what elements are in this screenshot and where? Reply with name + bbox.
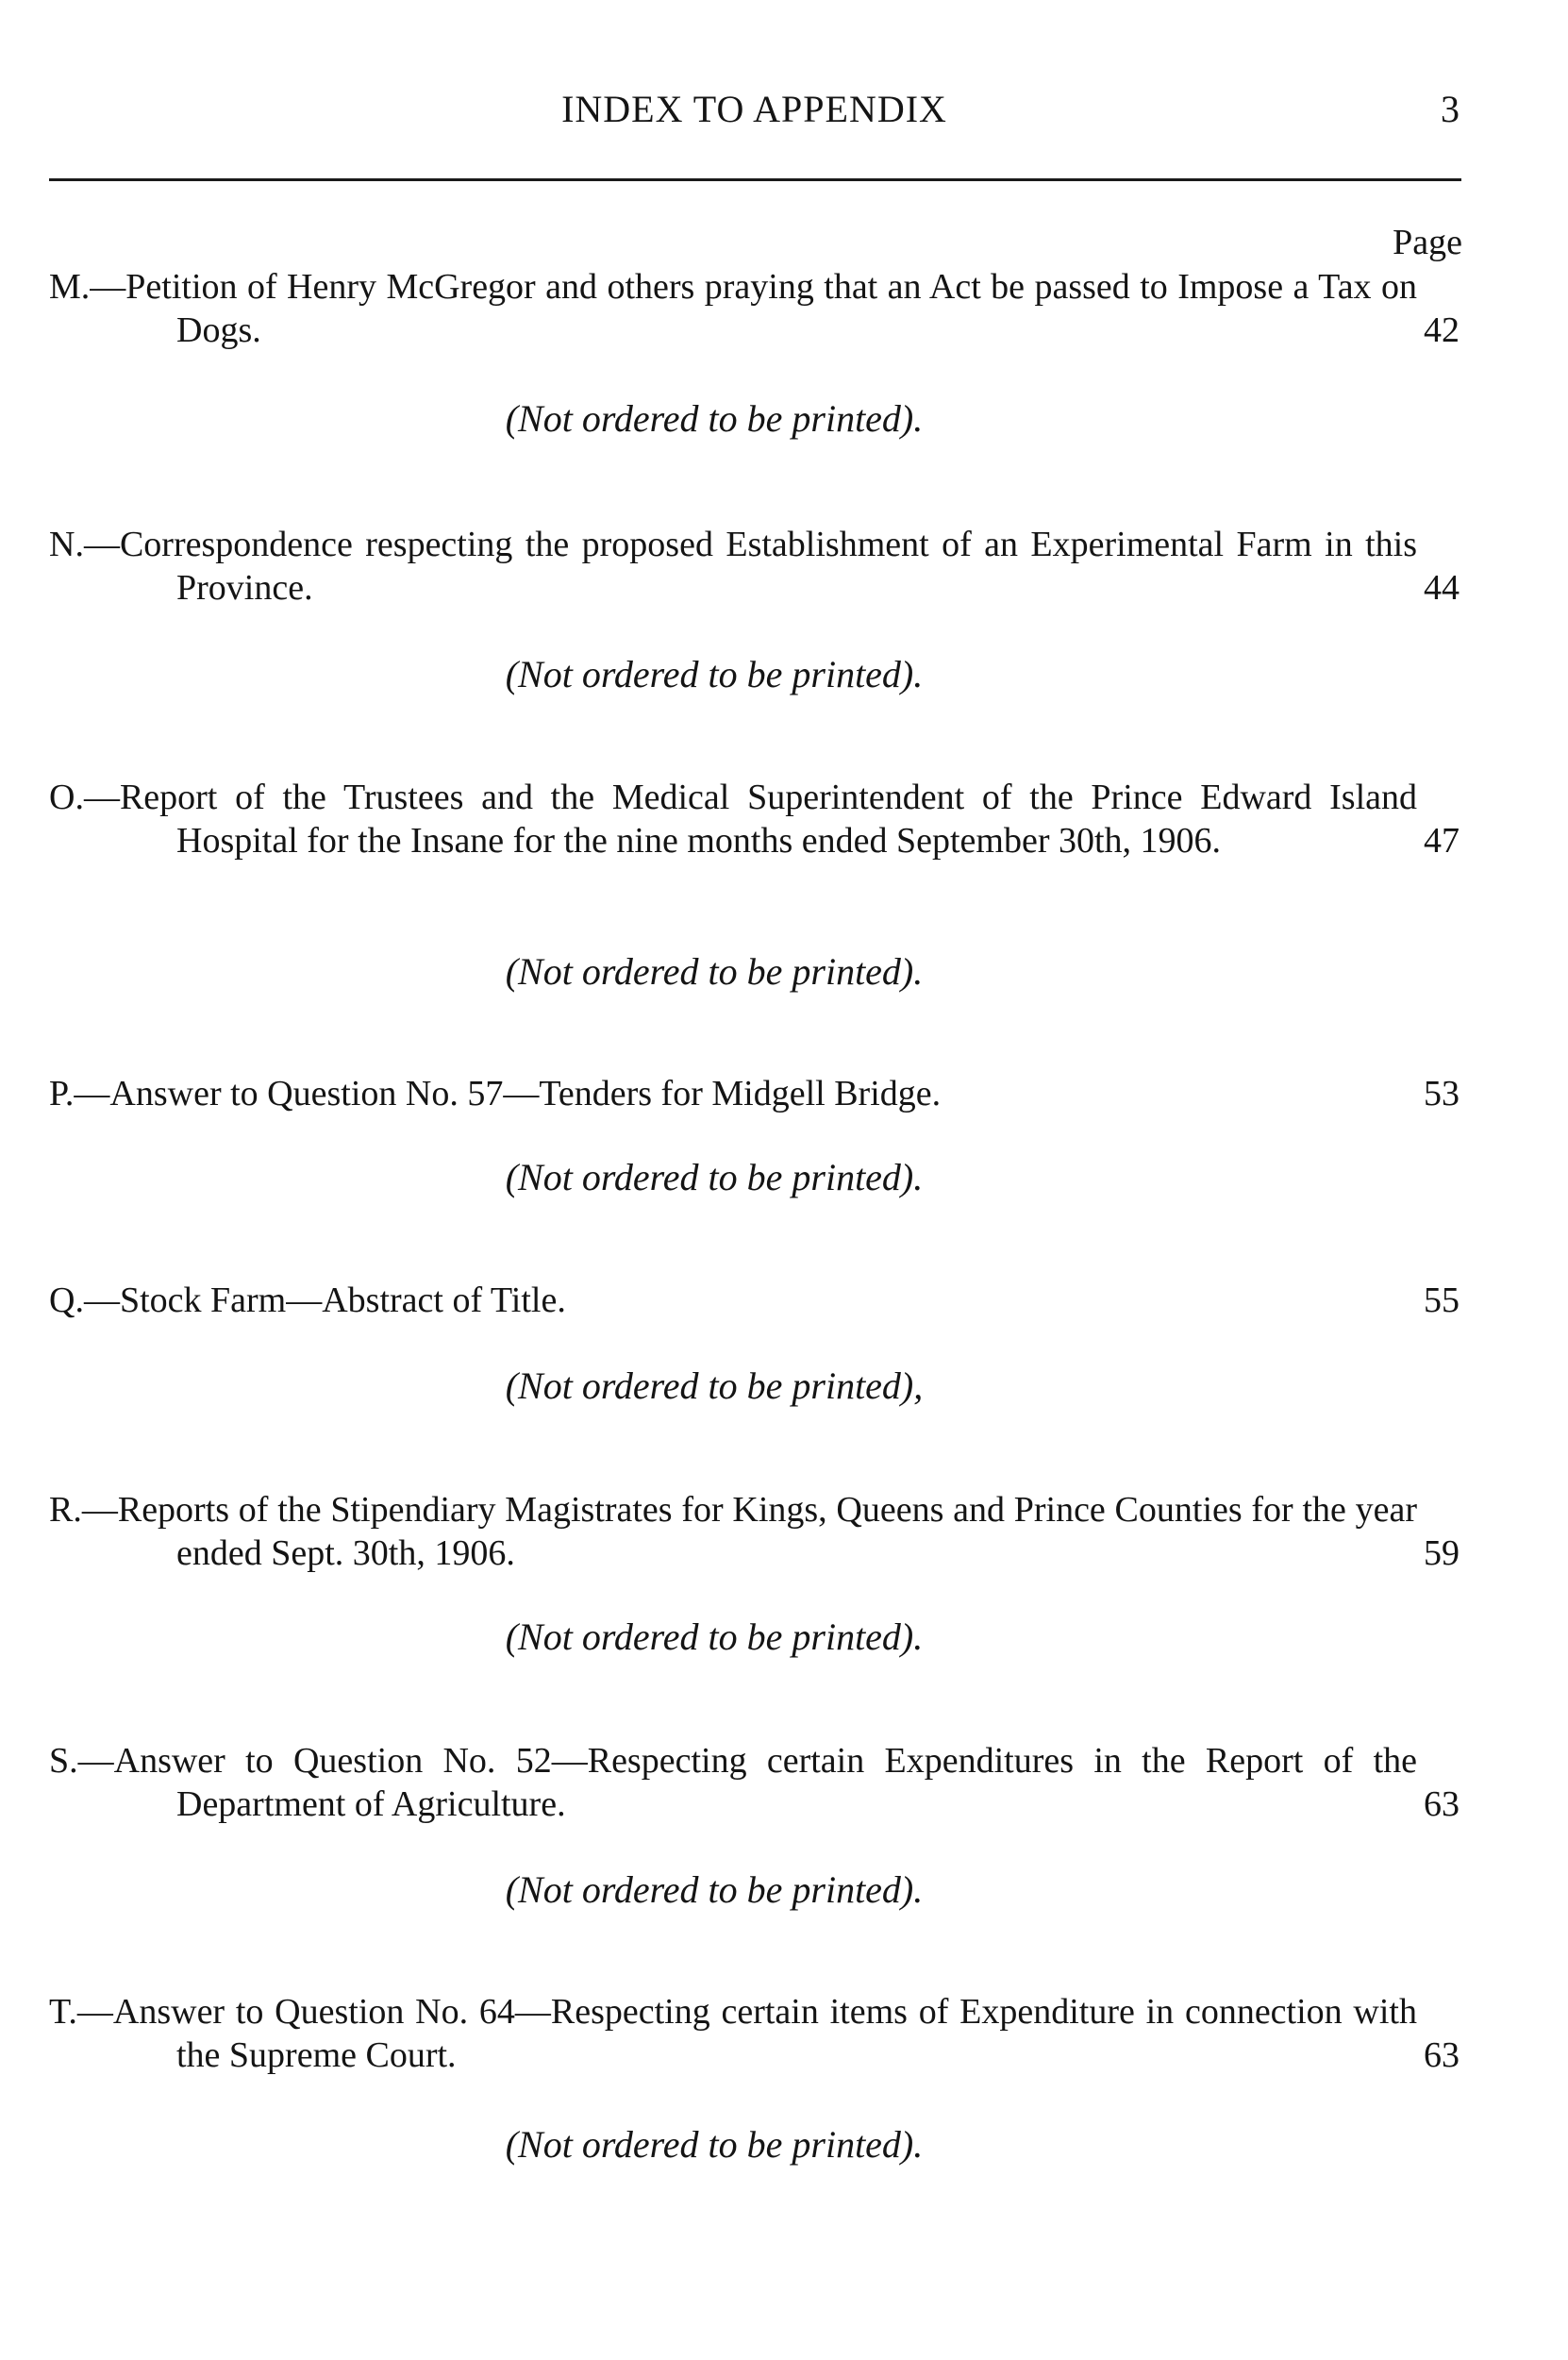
page-header	[49, 87, 1460, 143]
header-divider	[49, 178, 1461, 181]
index-entry-o	[49, 776, 1460, 862]
entry-note	[49, 949, 1464, 994]
entry-note-text: (Not ordered to be printed).	[505, 950, 924, 993]
entry-note	[49, 1155, 1464, 1199]
entry-note	[49, 1867, 1464, 1912]
entry-note	[49, 652, 1464, 696]
entry-page-number: 53	[1424, 1074, 1460, 1113]
page-title: INDEX TO APPENDIX	[561, 88, 947, 130]
entry-note	[49, 396, 1464, 441]
entry-description: P.—Answer to Question No. 57—Tenders for Midgell Bridge.	[49, 1074, 942, 1113]
entry-note-text: (Not ordered to be printed).	[505, 1615, 924, 1658]
entry-description: Q.—Stock Farm—Abstract of Title.	[49, 1280, 566, 1320]
entry-page-number: 59	[1424, 1533, 1460, 1573]
entry-page-number: 55	[1424, 1280, 1460, 1320]
entry-note	[49, 2122, 1464, 2167]
entry-note	[49, 1615, 1464, 1659]
entry-note-text: (Not ordered to be printed).	[505, 397, 924, 440]
entry-page-number: 63	[1424, 1784, 1460, 1824]
entry-description: T.—Answer to Question No. 64—Respecting certain items of Expenditure in connection with the Supreme Court.	[49, 1992, 1417, 2075]
entry-description: N.—Correspondence respecting the proposed Establishment of an Experimental Farm in this Province.	[49, 525, 1417, 608]
entry-description: R.—Reports of the Stipendiary Magistrates for Kings, Queens and Prince Counties for the year ended Sept. 30th, 1906.	[49, 1490, 1417, 1573]
page-number: 3	[1441, 88, 1460, 130]
index-entry-s	[49, 1739, 1460, 1826]
entry-note-text: (Not ordered to be printed).	[505, 2123, 924, 2166]
entry-note-text: (Not ordered to be printed),	[505, 1364, 924, 1407]
entry-page-number: 44	[1424, 568, 1460, 608]
page-column-label: Page	[1393, 223, 1462, 262]
entry-page-number: 63	[1424, 2035, 1460, 2075]
entry-note-text: (Not ordered to be printed).	[505, 1868, 924, 1911]
entry-description: M.—Petition of Henry McGregor and others praying that an Act be passed to Impose a Tax on Dogs.	[49, 267, 1417, 350]
entry-description: O.—Report of the Trustees and the Medical Superintendent of the Prince Edward Island Hospital for the Insane for the nine months ended September 30th, 1906.	[49, 778, 1417, 861]
entry-page-number: 47	[1424, 821, 1460, 861]
entry-description: S.—Answer to Question No. 52—Respecting certain Expenditures in the Report of the Department of Agriculture.	[49, 1741, 1417, 1824]
entry-note-text: (Not ordered to be printed).	[505, 1156, 924, 1198]
entry-page-number: 42	[1424, 310, 1460, 350]
index-entry-t	[49, 1990, 1460, 2077]
index-entry-m	[49, 265, 1460, 352]
index-entry-r	[49, 1488, 1460, 1575]
index-entry-n	[49, 523, 1460, 610]
index-entry-q	[49, 1279, 1460, 1322]
entry-note	[49, 1364, 1464, 1408]
entry-note-text: (Not ordered to be printed).	[505, 653, 924, 695]
index-entry-p	[49, 1072, 1460, 1115]
